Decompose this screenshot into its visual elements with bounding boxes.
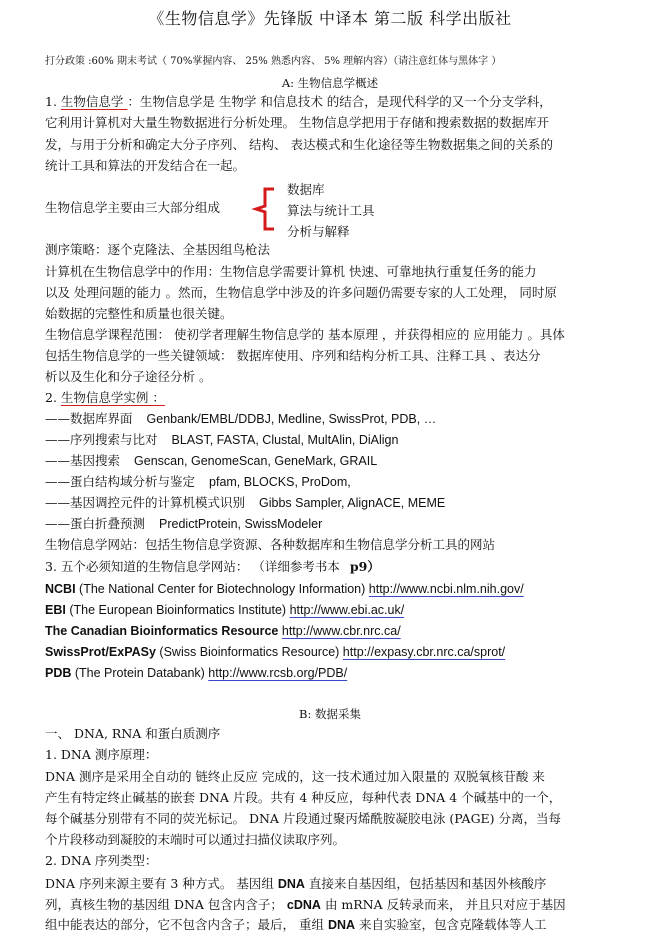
course-scope-line-1: 生物信息学课程范围： 使初学者理解生物信息学的 基本原理 ，并获得相应的 应用能力 。具体 xyxy=(45,327,565,342)
course-scope-line-3: 析以及生化和分子途径分析 。 xyxy=(45,369,212,384)
component-analysis: 分析与解释 xyxy=(287,224,350,239)
term-bioinformatics: 生物信息学 xyxy=(60,94,128,109)
para-1-line-2: 它利用计算机对大量生物数据进行分析处理。 生物信息学把用于存储和搜索数据的数据库开 xyxy=(45,115,549,130)
sequencing-strategy: 测序策略：逐个克隆法、全基因组鸟枪法 xyxy=(45,242,271,257)
site-link[interactable]: http://www.cbr.nrc.ca/ xyxy=(281,624,401,638)
para-1-line-1 xyxy=(45,93,552,111)
site-name: (The National Center for Biotechnology Information) xyxy=(75,582,369,596)
para-3-page-ref: p9） xyxy=(349,559,380,574)
dna-principle-line-4: 个片段移动到凝胶的末端时可以通过扫描仪读取序列。 xyxy=(45,832,346,847)
site-abbr: PDB xyxy=(45,666,72,680)
term-recombinant-dna: DNA xyxy=(327,918,356,932)
course-scope-line-2: 包括生物信息学的一些关键领域： 数据库使用、序列和结构分析工具、注释工具 、表达分 xyxy=(45,348,541,363)
dna-principle-line-1: DNA 测序是采用全自动的 链终止反应 完成的，这一技术通过加入限量的 双脱氧核苷酸 来 xyxy=(45,769,545,784)
dna-types-text: 组中能表达的部分，它不包含内含子；最后， 重组 xyxy=(45,917,328,932)
dna-types-text: DNA 序列来源主要有 3 种方式。 基因组 xyxy=(45,876,278,891)
site-row-cbr xyxy=(45,622,401,640)
example-tools: Genscan, GenomeScan, GeneMark, GRAIL xyxy=(134,454,378,468)
site-name: (The European Bioinformatics Institute) xyxy=(65,603,290,617)
dna-types-line-2 xyxy=(45,896,566,914)
example-row xyxy=(45,494,445,512)
example-label: ——蛋白结构域分析与鉴定 xyxy=(45,474,196,489)
example-label: ——基因调控元件的计算机模式识别 xyxy=(45,495,246,510)
site-abbr: SwissProt/ExPASy xyxy=(45,645,156,659)
computer-role-line-3: 始数据的完整性和质量也很关键。 xyxy=(45,306,233,321)
example-label: ——序列搜索与比对 xyxy=(45,432,158,447)
term-cdna: cDNA xyxy=(286,898,321,912)
site-name: (Swiss Bioinformatics Resource) xyxy=(155,645,343,659)
site-row-expasy xyxy=(45,643,505,661)
dna-principle-line-2: 产生有特定终止碱基的嵌套 DNA 片段。共有 4 种反应，每种代表 DNA 4 个碱基中的一个， xyxy=(45,790,562,805)
site-abbr: NCBI xyxy=(45,582,76,596)
example-tools: Genbank/EMBL/DDBJ, Medline, SwissProt, PDB, … xyxy=(146,412,437,426)
example-tools: PredictProtein, SwissModeler xyxy=(159,517,323,531)
para-1-line-4: 统计工具和算法的开发结合在一起。 xyxy=(45,158,246,173)
component-algorithms: 算法与统计工具 xyxy=(287,203,375,218)
example-row xyxy=(45,431,398,449)
example-label: ——数据库界面 xyxy=(45,411,133,426)
example-tools: BLAST, FASTA, Clustal, MultAlin, DiAlign xyxy=(171,433,399,447)
computer-role-line-2: 以及 处理问题的能力 。然而，生物信息学中涉及的许多问题仍需要专家的人工处理， 同时原 xyxy=(45,285,557,300)
site-name: (The Protein Databank) xyxy=(71,666,209,680)
section-b-subheading: 一、 DNA, RNA 和蛋白质测序 xyxy=(45,726,221,741)
dna-types-text: 列，真核生物的基因组 DNA 包含内含子； xyxy=(45,897,287,912)
para-2-heading xyxy=(45,389,165,407)
example-row xyxy=(45,473,351,491)
example-label: ——蛋白折叠预测 xyxy=(45,516,146,531)
example-tools: Gibbs Sampler, AlignACE, MEME xyxy=(259,496,446,510)
dna-principle-line-3: 每个碱基分别带有不同的荧光标记。 DNA 片段通过聚丙烯酰胺凝胶电泳 (PAGE) 分离，当每 xyxy=(45,811,562,826)
websites-description: 生物信息学网站：包括生物信息学资源、各种数据库和生物信息学分析工具的网站 xyxy=(45,537,496,552)
computer-role-line-1: 计算机在生物信息学中的作用：生物信息学需要计算机 快速、可靠地执行重复任务的能力 xyxy=(45,264,537,279)
para-3-text: 3. 五个必须知道的生物信息学网站： （详细参考书本 xyxy=(45,559,340,574)
site-row-ncbi xyxy=(45,580,524,598)
para-1-number: 1. xyxy=(45,94,61,109)
site-abbr: EBI xyxy=(45,603,66,617)
dna-types-text: 来自实验室，包含克隆载体等人工 xyxy=(355,917,547,932)
para-3-heading xyxy=(45,558,380,576)
red-brace-icon xyxy=(248,186,278,232)
grading-policy: 打分政策 :60% 期末考试（ 70%掌握内容、 25% 熟悉内容、 5% 理解内容）（请注意红体与黑体字 ） xyxy=(45,56,502,67)
site-row-pdb xyxy=(45,664,347,682)
example-row xyxy=(45,452,377,470)
component-database: 数据库 xyxy=(287,182,325,197)
term-examples: 生物信息学实例 ： xyxy=(60,390,165,405)
dna-types-text: 直接来自基因组，包括基因和基因外核酸序 xyxy=(304,876,547,891)
example-label: ——基因搜索 xyxy=(45,453,121,468)
dna-types-line-1 xyxy=(45,875,546,893)
para-1-line-3: 发，与用于分析和确定大分子序列、 结构、 表达模式和生化途径等生物数据集之间的关系的 xyxy=(45,137,553,152)
dna-principle-heading: 1. DNA 测序原理： xyxy=(45,747,158,762)
para-1-text: ：生物信息学是 生物学 和信息技术 的结合，是现代科学的又一个分支学科， xyxy=(127,94,552,109)
term-dna: DNA xyxy=(277,877,305,891)
page-title: 《生物信息学》先锋版 中译本 第二版 科学出版社 xyxy=(148,9,512,28)
site-link[interactable]: http://www.ebi.ac.uk/ xyxy=(289,603,405,617)
components-label: 生物信息学主要由三大部分组成 xyxy=(45,200,221,215)
dna-types-text: 由 mRNA 反转录而来， 并且只对应于基因 xyxy=(320,897,566,912)
site-link[interactable]: http://expasy.cbr.nrc.ca/sprot/ xyxy=(342,645,506,659)
site-row-ebi xyxy=(45,601,404,619)
section-b-heading: B: 数据采集 xyxy=(299,707,361,721)
site-link[interactable]: http://www.rcsb.org/PDB/ xyxy=(208,666,348,680)
para-2-number: 2. xyxy=(45,390,61,405)
site-link[interactable]: http://www.ncbi.nlm.nih.gov/ xyxy=(368,582,524,596)
example-row xyxy=(45,410,436,428)
example-row xyxy=(45,515,322,533)
section-a-heading: A: 生物信息学概述 xyxy=(281,76,379,90)
dna-types-heading: 2. DNA 序列类型： xyxy=(45,853,158,868)
dna-types-line-3 xyxy=(45,916,547,934)
example-tools: pfam, BLOCKS, ProDom, xyxy=(209,475,351,489)
site-abbr: The Canadian Bioinformatics Resource xyxy=(45,624,279,638)
